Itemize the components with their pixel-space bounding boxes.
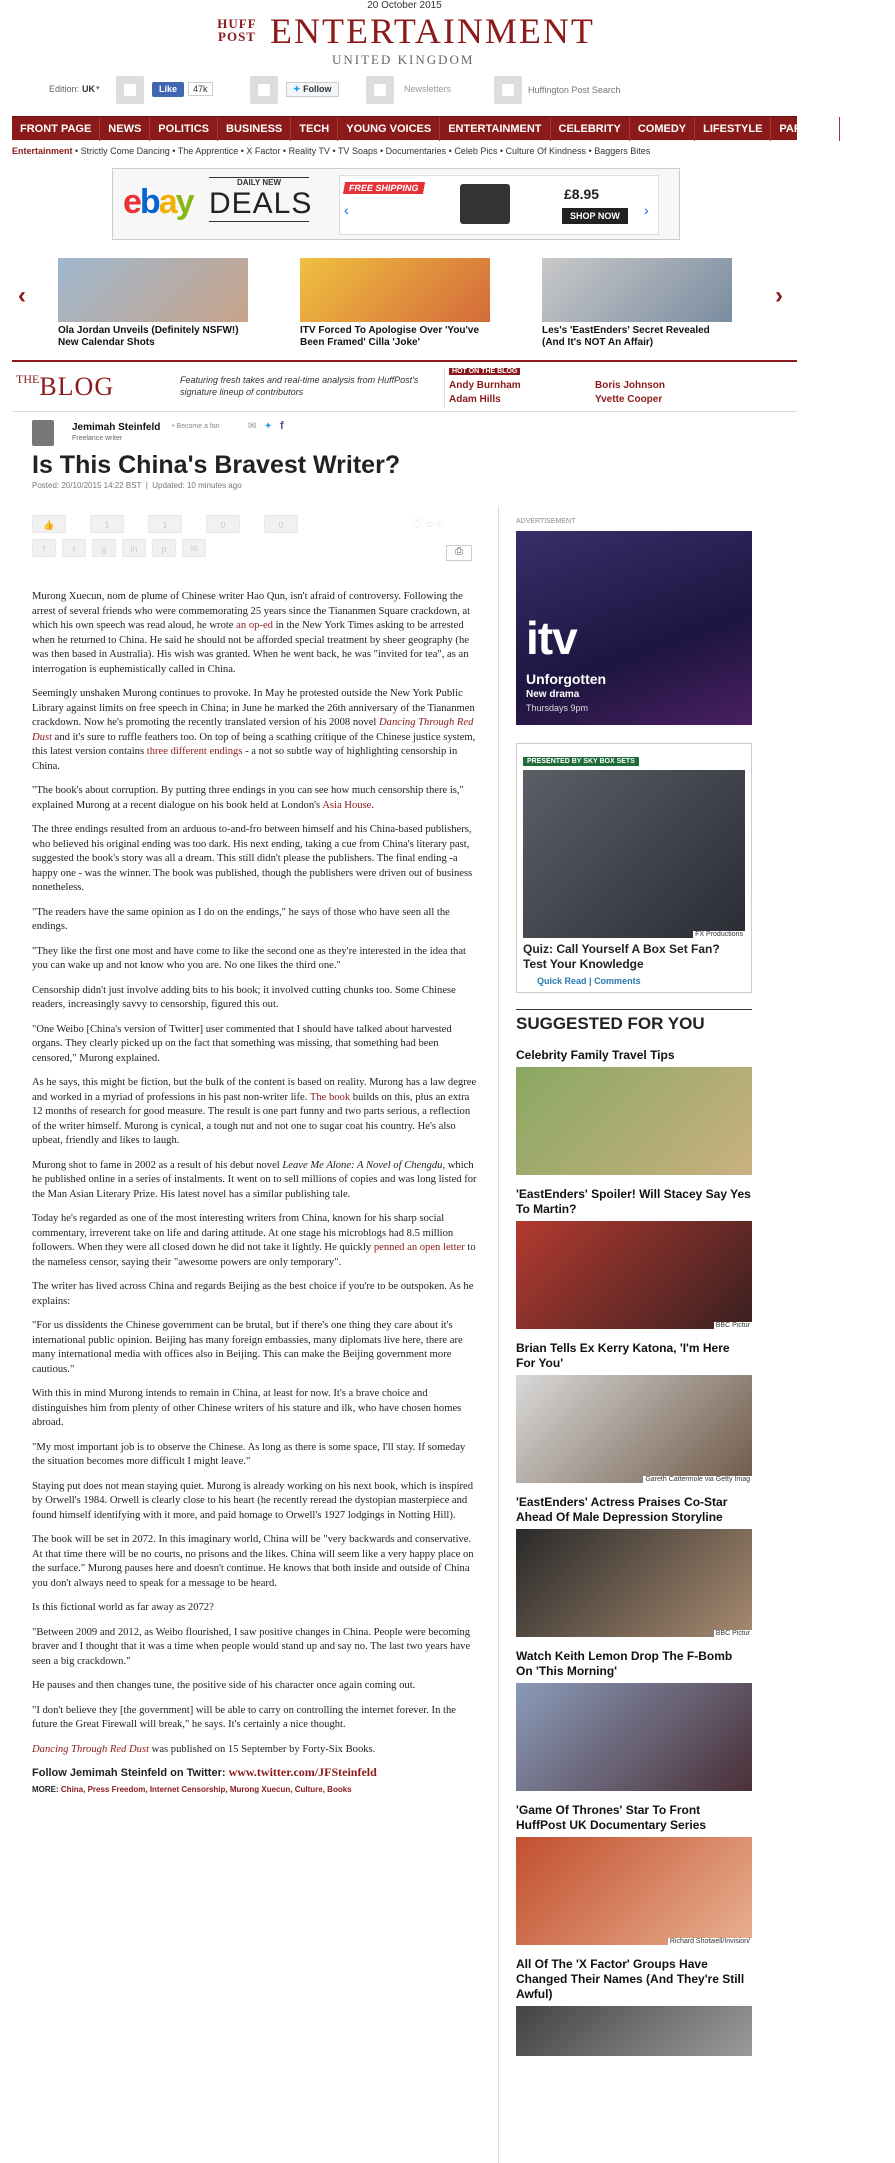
huffpost-logo[interactable] [215,17,259,43]
free-shipping-badge: FREE SHIPPING [343,182,425,194]
image-credit: Gareth Cattermole via Getty Imag [645,1476,750,1483]
paragraph [32,590,479,677]
email-icon[interactable]: ✉ [248,421,257,432]
more-label: MORE: [32,1784,59,1794]
bell-icon[interactable] [366,76,394,104]
tags-line [32,1783,479,1798]
nav-young-voices[interactable]: YOUNG VOICES [338,117,440,141]
chevron-left-icon[interactable]: ‹ [344,202,349,218]
suggested-title: 'Game Of Thrones' Star To Front HuffPost UK Documentary Series [516,1803,707,1832]
text: to the nameless censor, saying their "awesome powers are only temporary". [32,1242,476,1268]
suggested-item[interactable] [516,1048,752,1175]
paragraph: The three endings resulted from an arduous to-and-fro between himself and his China-based publishers, who believed his original ending was too dark. His next ending, taking a cue from China's literary past, suggested the book's story was all a dream. This still didn't please the publishers. The final ending -a happy one - was the winner. The book was published, though the publishers were driven out of business nonetheless. [32,824,473,893]
carousel-item[interactable] [542,258,732,349]
text: and it's sure to ruffle feathers too. On top of being a scathing critique of the Chinese justice system, this latest version contains [32,731,476,757]
quick-read-link[interactable]: Quick Read [537,976,587,986]
print-icon[interactable]: ⎙ [446,545,472,561]
link-op-ed[interactable]: an op-ed [236,620,273,631]
twitter-icon[interactable]: ✦ [264,421,273,432]
updated-time: Updated: 10 minutes ago [152,481,242,490]
hot-link-boris-johnson[interactable]: Boris Johnson [595,380,666,391]
carousel-item[interactable] [58,258,248,349]
paragraph: "Between 2009 and 2012, as Weibo flourished, I saw positive changes in China. People were becoming braver and I thought that it was a time when people would stand up and say no. The last two years have seen a big crackdown." [32,1626,471,1667]
text: As he says, this might be fiction, but the bulk of the content is based on reality. Murong has a law degree and worked in a myriad of professions in his past non-writer life. [32,1077,477,1103]
suggested-item[interactable] [516,1649,752,1791]
ebay-logo: ebay [123,183,193,221]
suggested-title: Brian Tells Ex Kerry Katona, 'I'm Here For You' [516,1341,730,1370]
suggested-image [516,1375,752,1483]
image-credit: BBC Pictur [715,1322,750,1329]
share-count: 0 [206,515,240,533]
suggested-image [516,1067,752,1175]
quiz-links: Quick Read | Comments [537,976,641,986]
subnav-apprentice[interactable]: The Apprentice [177,146,239,156]
paragraph [32,1159,479,1203]
share-button[interactable]: 👍 [32,515,66,533]
text: . [371,799,375,811]
subnav-documentaries[interactable]: Documentaries [385,146,447,156]
blog-logo[interactable] [16,372,114,402]
blog-logo-the: THE [16,372,40,386]
paragraph: The writer has lived across China and regards Beijing as the best choice if you're to be outspoken. As he explains: [32,1281,474,1307]
suggested-title: Celebrity Family Travel Tips [516,1048,675,1062]
text: Seemingly unshaken Murong continues to provoke. In May he protested outside the New York Public Library against limits on free speech in China; in June he marked the 26th anniversary of the Tiananmen crackdown. Now he's promoting the recently translated version of his 2008 novel [32,688,475,728]
nav-tech[interactable]: TECH [291,117,338,141]
author-name[interactable]: Jemimah Steinfeld [72,422,161,433]
ad-price: £8.95 [564,186,600,202]
subnav-celeb-pics[interactable]: Celeb Pics [454,146,498,156]
blog-logo-blog: BLOG [39,372,115,401]
nav-news[interactable]: NEWS [100,117,150,141]
paragraph: Staying put does not mean staying quiet. Murong is already working on his next book, which is inspired by Orwell's 1984. Orwell is clearly close to his heart (he recently reread the dystopian masterpiece and found himself identifying with it more, and paid homage to Orwell's 1927 lodgings in Notting Hill). [32,1480,474,1521]
nav-front-page[interactable]: FRONT PAGE [12,117,100,141]
facebook-icon[interactable]: f [280,420,284,432]
link-book-footer[interactable]: Dancing Through Red Dust [32,1743,150,1755]
paragraph: "I don't believe they [the government] will be able to carry on controlling the internet forever. In the future the Great Firewall will break," he says. It's certainly a nice thought. [32,1704,456,1730]
suggested-title: All Of The 'X Factor' Groups Have Changed Their Names (And They're Still Awful) [516,1957,745,2001]
suggested-image [516,1221,752,1329]
search-input[interactable] [528,80,728,100]
logo-post: POST [218,29,256,44]
suggested-item[interactable] [516,1495,752,1637]
post-meta: Posted: 20/10/2015 14:22 BST | Updated: 10 minutes ago [32,481,242,490]
paragraph [32,1743,479,1758]
become-fan-link[interactable]: • Become a fan [172,423,220,430]
itv-show-title: Unforgotten [526,671,607,687]
region-label: UNITED KINGDOM [332,52,475,67]
article-body [32,590,479,1797]
facebook-like-button[interactable] [152,82,184,97]
section-title[interactable]: ENTERTAINMENT [270,11,595,51]
like-label: Like [158,84,177,94]
suggested-image [516,1683,752,1791]
blog-tagline: Featuring fresh takes and real-time analysis from HuffPost's signature lineup of contributors [180,375,419,397]
posted-time: Posted: 20/10/2015 14:22 BST [32,481,142,490]
column-divider [498,506,499,2163]
itv-logo: itv [526,612,577,664]
sub-nav: Entertainment • Strictly Come Dancing • The Apprentice • X Factor • Reality TV • TV Soaps • Documentaries • Celeb Pics • Culture Of Kindness • Baggers Bites [12,146,651,156]
text: Murong Xuecun, nom de plume of Chinese writer Hao Qun, isn't afraid of controversy. Following the arrest of several friends who were commemorating 25 years since the Tiananmen Square crackdown, at which his own speech was read aloud, he wrote [32,591,471,631]
carousel-caption: Ola Jordan Unveils (Definitely NSFW!) New Calendar Shots [58,325,239,348]
carousel-image [300,258,490,322]
text: - a not so subtle way of highlighting censorship in China. [32,746,458,772]
page-title: Is This China's Bravest Writer? [32,451,401,479]
paragraph: "One Weibo [China's version of Twitter] user commented that I should have talked about harvested organs. They clearly picked up on the fact that something was missing, that something had been censored," Murong explained. [32,1023,452,1064]
date: 20 October 2015 [367,0,442,11]
suggested-title: 'EastEnders' Spoiler! Will Stacey Say Yes To Martin? [516,1187,751,1216]
share-count: 0 [264,515,298,533]
nav-parents[interactable]: PARENTS [771,117,840,141]
carousel-next-icon[interactable]: › [775,282,783,309]
subnav-reality-tv[interactable]: Reality TV [288,146,330,156]
sky-label: PRESENTED BY SKY BOX SETS [523,757,639,766]
itv-show-sub: New drama [526,689,580,700]
nav-politics[interactable]: POLITICS [150,117,218,141]
blog-header [12,360,797,412]
subnav-tv-soaps[interactable]: TV Soaps [337,146,378,156]
pinterest-share-icon[interactable]: p [152,539,176,557]
carousel-prev-icon[interactable]: ‹ [18,282,26,309]
follow-label: Follow [303,84,332,94]
like-count: 47k [188,82,213,96]
avatar[interactable] [32,420,54,446]
itv-show-time: Thursdays 9pm [526,703,589,713]
subnav-strictly[interactable]: Strictly Come Dancing [80,146,170,156]
author-role: Freelance writer [72,435,123,442]
image-credit: Richard Shotwell/Invision/ [669,1938,750,1945]
suggested-title: 'EastEnders' Actress Praises Co-Star Ahead Of Male Depression Storyline [516,1495,728,1524]
suggested-image [516,1837,752,1945]
text: Leave Me Alone: A Novel of Chengdu [282,1159,443,1171]
text: was published on 15 September by Forty-Six Books. [149,1743,376,1755]
comments-link[interactable]: Comments [594,976,641,986]
subnav-entertainment[interactable]: Entertainment [12,146,73,156]
hot-on-blog-label: HOT ON THE BLOG [449,368,520,375]
text: Today he's regarded as one of the most interesting writers from China, known for his sharp social commentary, irreverent take on life and daring attitude. At one stage his microblogs had 8.5 million followers. When they were all closed down he did not take it lightly. He quickly [32,1213,454,1253]
suggested-title: Watch Keith Lemon Drop The F-Bomb On 'This Morning' [516,1649,733,1678]
search-icon[interactable] [494,76,522,104]
nav-lifestyle[interactable]: LIFESTYLE [695,117,771,141]
link-three-endings[interactable]: three different endings [146,746,243,757]
quiz-image [523,770,745,938]
tag-links[interactable]: China, Press Freedom, Internet Censorship, Murong Xuecun, Culture, Books [60,1784,352,1794]
nav-business[interactable]: BUSINESS [218,117,291,141]
image-credit: BBC Pictur [715,1630,750,1637]
newsletters-link[interactable]: Newsletters [404,84,452,94]
logo-huff: HUFF [217,16,257,31]
chevron-down-icon: ▾ [96,85,100,92]
twitter-follow-button[interactable] [286,82,339,97]
share-count: 1 [148,515,182,533]
nav-comedy[interactable]: COMEDY [630,117,695,141]
link-asia-house[interactable]: Asia House [322,799,372,811]
ebay-ad[interactable] [112,168,680,240]
main-nav [12,116,888,140]
carousel-image [58,258,248,322]
hot-link-yvette-cooper[interactable]: Yvette Cooper [595,394,663,405]
subnav-baggers-bites[interactable]: Baggers Bites [594,146,651,156]
nav-celebrity[interactable]: CELEBRITY [551,117,630,141]
nav-entertainment[interactable]: ENTERTAINMENT [440,117,550,141]
paragraph: Censorship didn't just involve adding bits to his book; it involved cutting chunks too. Some Chinese readers, increasingly savvy to censorship, figured this out. [32,984,456,1010]
paragraph: "My most important job is to observe the Chinese. As long as there is some space, I'll stay. If someday the situation becomes more difficult I might leave." [32,1441,466,1467]
facebook-share-icon[interactable]: f [32,539,56,557]
follow-text: Follow Jemimah Steinfeld on Twitter: [32,1767,229,1779]
paragraph: He pauses and then changes tune, the positive side of his character once again coming out. [32,1680,416,1691]
sidebar [516,518,752,2068]
paragraph: The book will be set in 2072. In this imaginary world, China will be "very backwards and conservative. At that time there will be no courts, no prisons and the likes. China will seem like a very happy place on the surface." Murong pauses here and doesn't continue. He knows that both inside and outside of China you don't always need to speak for a message to be heard. [32,1534,474,1589]
hot-link-andy-burnham[interactable]: Andy Burnham [449,380,521,391]
image-credit: FX Productions [695,931,743,938]
google-share-icon[interactable]: g [92,539,116,557]
ad-headline-small: DAILY NEW [236,178,281,187]
linkedin-share-icon[interactable]: in [122,539,146,557]
become-fan-label: Become a fan [176,423,220,430]
text: in the New York Times asking to be arrested when he returned to China. He said he should not be afforded special treatment by sheer geography (he was then based in Australia). His wish was granted. When he went back, he was "invited for tea", as an interrogation is euphemistically called in China. [32,620,469,675]
suggested-item[interactable] [516,1957,752,2056]
shop-now-button[interactable]: SHOP NOW [562,208,628,224]
link-book[interactable]: Dancing Through Red Dust [32,717,474,743]
suggested-image [516,2006,752,2056]
paragraph [32,1076,479,1149]
text: "The book's about corruption. By putting three endings in you can see how much censorship there is," explained Murong at a recent dialogue on his book held at London's [32,785,464,811]
link-open-letter[interactable]: penned an open letter [373,1242,465,1253]
social-bar [12,76,792,106]
text: , which he published online in a series of instalments. It went on to sell millions of copies and was long listed for the Man Asian Literary Prize. His latest novel has a similar publishing tale. [32,1159,477,1200]
twitter-icon[interactable] [250,76,278,104]
edition-label: Edition: [49,84,80,94]
bird-icon: ✦ [293,84,301,94]
carousel-caption: Les's 'EastEnders' Secret Revealed (And It's NOT An Affair) [542,325,710,348]
email-share-icon[interactable]: ✉ [182,539,206,557]
quiz-title[interactable]: Quiz: Call Yourself A Box Set Fan? Test Your Knowledge [523,942,720,971]
twitter-share-icon[interactable]: t [62,539,86,557]
suggested-item[interactable] [516,1341,752,1483]
suggested-item[interactable] [516,1187,752,1329]
link-the-book[interactable]: The book [309,1091,351,1103]
carousel-image [542,258,732,322]
chevron-right-icon[interactable]: › [644,202,649,218]
text: Murong shot to fame in 2002 as a result of his debut novel [32,1159,283,1171]
paragraph: With this in mind Murong intends to remain in China, at least for now. It's a brave choice and distinguishes him from plenty of other Chinese writers of his stature and ilk, who have chosen homes abroad. [32,1388,462,1428]
nav-blogs[interactable]: BLOGS [848,122,888,135]
carousel-item[interactable] [300,258,490,349]
heart-icon[interactable]: ♡ ○ ○ [412,517,444,531]
paragraph [32,687,479,774]
paragraph [32,784,479,813]
paragraph: Is this fictional world as far away as 2072? [32,1602,214,1613]
suggested-image [516,1529,752,1637]
hot-link-adam-hills[interactable]: Adam Hills [449,394,501,405]
share-count: 1 [90,515,124,533]
carousel-caption: ITV Forced To Apologise Over 'You've Been Framed' Cilla 'Joke' [300,325,480,348]
suggested-item[interactable] [516,1803,752,1945]
ad-label: ADVERTISEMENT [516,518,576,525]
paragraph: "They like the first one most and have come to like the second one as they're interested in the idea that you can wake up and not know who you are. No one likes the third one." [32,945,466,971]
paragraph: "For us dissidents the Chinese government can be brutal, but if there's one thing they care about it's international public opinion. Beijing has many foreign embassies, many diplomats live here, there are many international media with offices also in Beijing. This can make the Beijing government more cautious." [32,1320,463,1375]
share-bar [32,515,482,563]
paragraph: "The readers have the same opinion as I do on the endings," he says of those who have seen all the endings. [32,906,450,932]
text: builds on this, plus an extra 12 months of research for good measure. The result is one part funny and two parts serious, a reflection of the writer himself. Murong is cynical, a tough nut and not one to sugar coat his country. He's also upbeat, friendly and likes to laugh. [32,1091,471,1146]
itv-ad[interactable] [516,531,752,725]
subnav-x-factor[interactable]: X Factor [246,146,281,156]
paragraph [32,1212,479,1270]
quiz-card[interactable] [516,743,752,993]
ad-headline: DEALS [209,187,313,220]
subnav-culture-kindness[interactable]: Culture Of Kindness [505,146,587,156]
edition-selector[interactable]: UK [82,84,95,94]
product-toolkit-image [460,184,510,224]
follow-line [32,1765,479,1781]
twitter-profile-link[interactable]: www.twitter.com/JFSteinfeld [228,1765,377,1779]
facebook-icon[interactable] [116,76,144,104]
suggested-heading: SUGGESTED FOR YOU [516,1009,752,1034]
